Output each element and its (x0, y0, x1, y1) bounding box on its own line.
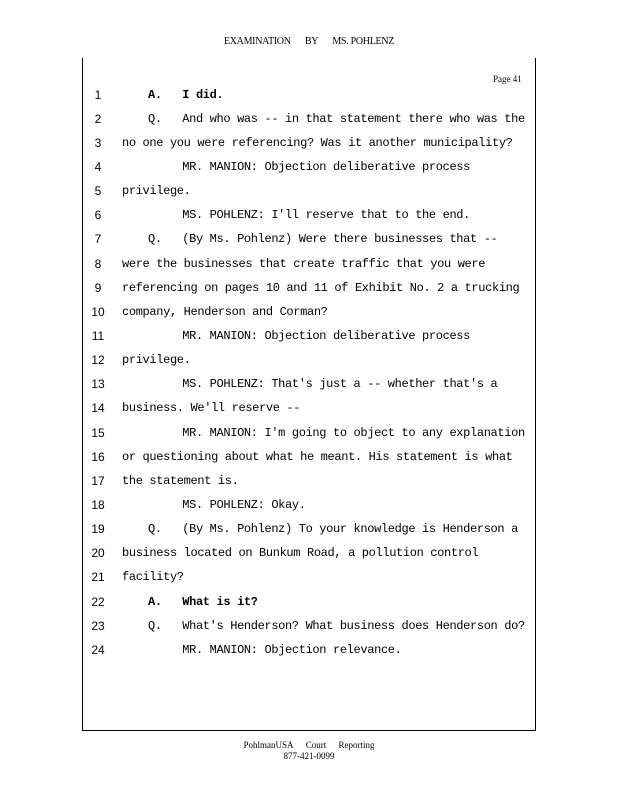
line-number: 2 (94, 112, 102, 126)
line-text: MR. MANION: Objection relevance. (148, 643, 402, 657)
line-number: 21 (91, 570, 105, 584)
line-number: 23 (91, 619, 105, 633)
line-number: 24 (91, 643, 105, 657)
line-number: 3 (94, 136, 102, 150)
line-number: 6 (94, 208, 102, 222)
line-text: MS. POHLENZ: I'll reserve that to the end. (148, 208, 471, 222)
line-number: 15 (91, 426, 105, 440)
line-text: privilege. (122, 184, 191, 198)
line-number: 12 (91, 353, 105, 367)
footer-company-reporting: Reporting (338, 740, 375, 750)
line-text: privilege. (122, 353, 191, 367)
header-examination: EXAMINATION (223, 36, 291, 47)
line-number: 18 (91, 498, 105, 512)
line-text: or questioning about what he meant. His statement is what (122, 450, 513, 464)
line-number: 11 (91, 329, 105, 343)
line-number: 4 (94, 160, 102, 174)
header-by: BY (304, 36, 319, 47)
line-text: were the businesses that create traffic that you were (122, 257, 486, 271)
page-footer (0, 740, 618, 762)
line-text: company, Henderson and Corman? (122, 305, 328, 319)
footer-company-name: PohlmanUSA (243, 740, 294, 750)
line-number: 14 (91, 401, 105, 415)
line-text: the statement is. (122, 474, 239, 488)
line-text: business. We'll reserve -- (122, 401, 301, 415)
line-text: Q. (By Ms. Pohlenz) Were there businesses that -- (148, 232, 498, 246)
line-text: Q. (By Ms. Pohlenz) To your knowledge is Henderson a (148, 522, 518, 536)
footer-company-court: Court (305, 740, 327, 750)
page-number: Page 41 (493, 74, 522, 84)
line-text: no one you were referencing? Was it another municipality? (122, 136, 513, 150)
line-number: 8 (94, 257, 102, 271)
line-text: Q. What's Henderson? What business does Henderson do? (148, 619, 525, 633)
line-text: A. What is it? (148, 595, 258, 609)
line-number: 17 (91, 474, 105, 488)
line-number: 1 (94, 88, 102, 102)
line-text: MR. MANION: Objection deliberative process (148, 160, 471, 174)
line-number: 5 (94, 184, 102, 198)
line-text: Q. And who was -- in that statement there who was the (148, 112, 525, 126)
page-header (0, 36, 618, 47)
line-number: 16 (91, 450, 105, 464)
line-text: MS. POHLENZ: That's just a -- whether that's a (148, 377, 498, 391)
line-number: 7 (94, 232, 102, 246)
line-text: referencing on pages 10 and 11 of Exhibit No. 2 a trucking (122, 281, 520, 295)
line-text: MR. MANION: Objection deliberative process (148, 329, 471, 343)
line-text: A. I did. (148, 88, 224, 102)
line-number: 10 (91, 305, 105, 319)
line-text: MR. MANION: I'm going to object to any explanation (148, 426, 525, 440)
line-number: 22 (91, 595, 105, 609)
line-text: facility? (122, 570, 184, 584)
line-number: 9 (94, 281, 102, 295)
line-number: 13 (91, 377, 105, 391)
line-text: MS. POHLENZ: Okay. (148, 498, 306, 512)
line-text: business located on Bunkum Road, a pollution control (122, 546, 479, 560)
header-examiner: MS. POHLENZ (332, 36, 395, 47)
line-number: 20 (91, 546, 105, 560)
line-number: 19 (91, 522, 105, 536)
footer-phone: 877-421-0099 (283, 751, 335, 761)
